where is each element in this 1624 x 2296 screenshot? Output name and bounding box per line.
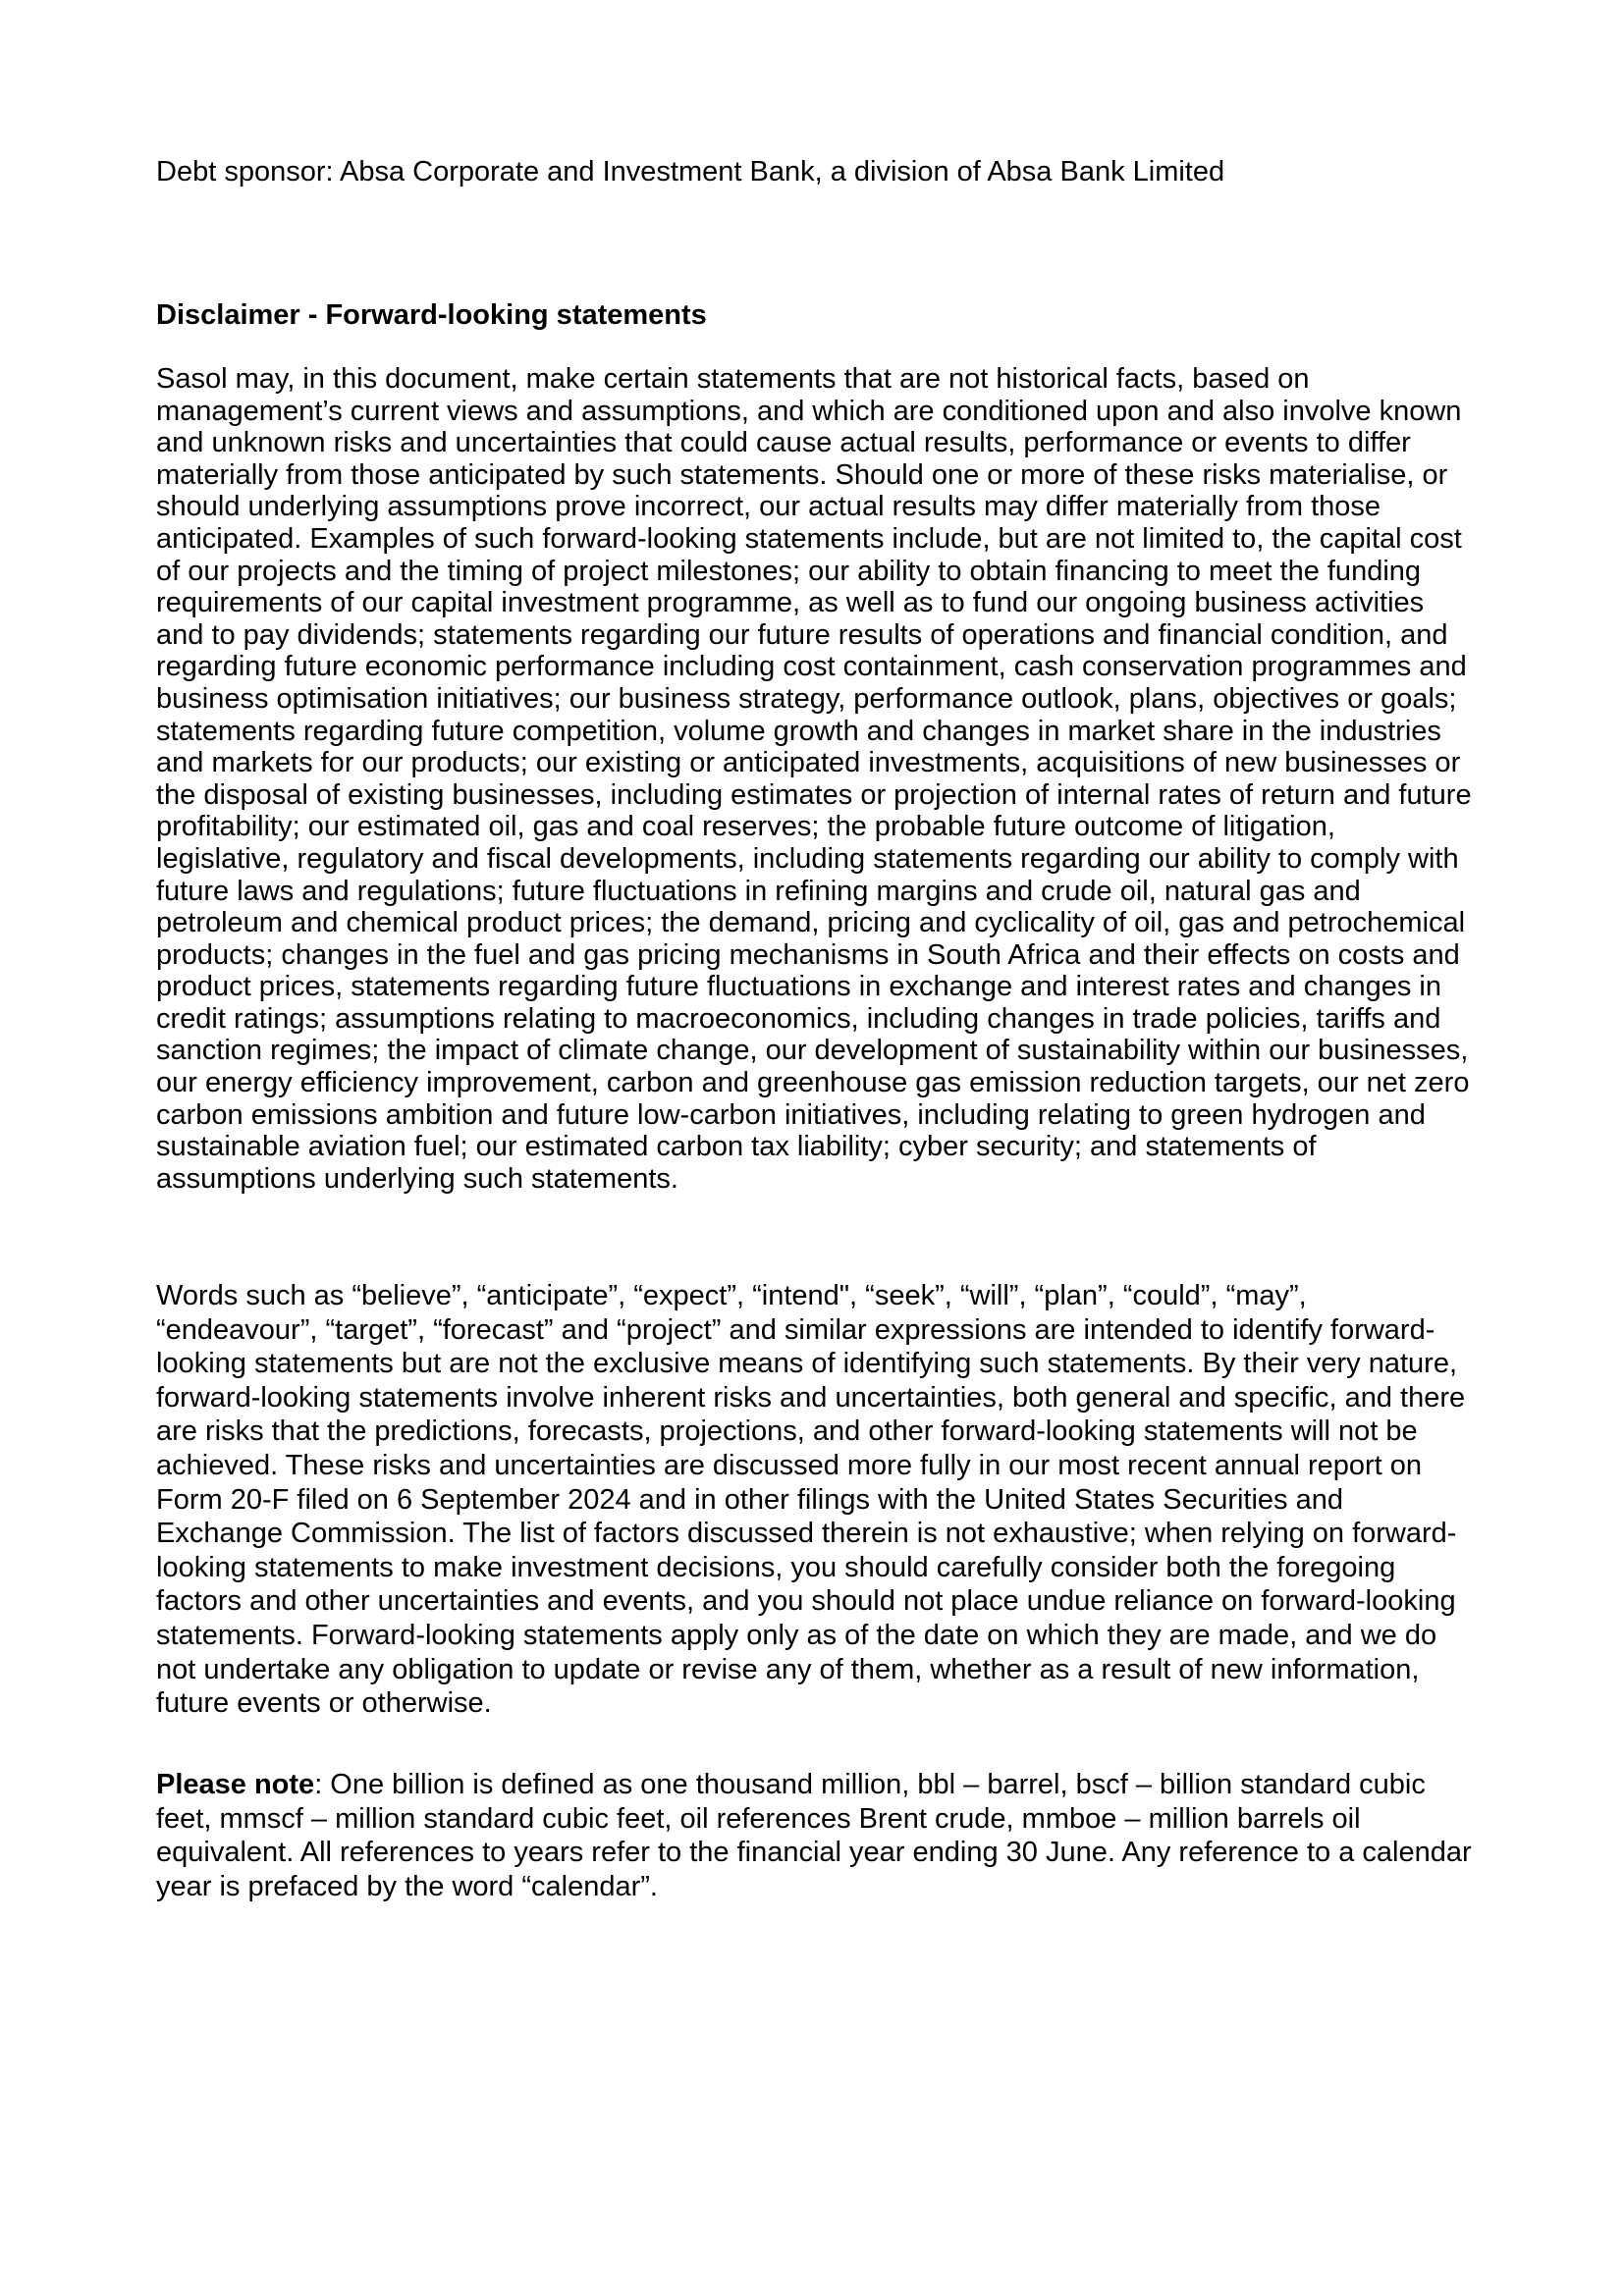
please-note-text: : One billion is defined as one thousand million, bbl – barrel, bscf – billion standard cubic feet, mmscf – million standard cubic feet, oil references Brent crude, mmboe – million barrels oil equivalent. All references to years refer to the financial year ending 30 June. Any reference to a calendar year is prefaced by the word “calendar”. xyxy=(156,1769,1472,1902)
disclaimer-heading: Disclaimer - Forward-looking statements xyxy=(156,299,707,331)
disclaimer-paragraph-1: Sasol may, in this document, make certain statements that are not historical facts, based on management’s current views and assumptions, and which are conditioned upon and also involve known and unknown risks and uncertainties that could cause actual results, performance or events to differ materially from those anticipated by such statements. Should one or more of these risks materialise, or should underlying assumptions prove incorrect, our actual results may differ materially from those anticipated. Examples of such forward-looking statements include, but are not limited to, the capital cost of our projects and the timing of project milestones; our ability to obtain financing to meet the funding requirements of our capital investment programme, as well as to fund our ongoing business activities and to pay dividends; statements regarding our future results of operations and financial condition, and regarding future economic performance including cost containment, cash conservation programmes and business optimisation initiatives; our business strategy, performance outlook, plans, objectives or goals; statements regarding future competition, volume growth and changes in market share in the industries and markets for our products; our existing or anticipated investments, acquisitions of new businesses or the disposal of existing businesses, including estimates or projection of internal rates of return and future profitability; our estimated oil, gas and coal reserves; the probable future outcome of litigation, legislative, regulatory and fiscal developments, including statements regarding our ability to comply with future laws and regulations; future fluctuations in refining margins and crude oil, natural gas and petroleum and chemical product prices; the demand, pricing and cyclicality of oil, gas and petrochemical products; changes in the fuel and gas pricing mechanisms in South Africa and their effects on costs and product prices, statements regarding future fluctuations in exchange and interest rates and changes in credit ratings; assumptions relating to macroeconomics, including changes in trade policies, tariffs and sanction regimes; the impact of climate change, our development of sustainability within our businesses, our energy efficiency improvement, carbon and greenhouse gas emission reduction targets, our net zero carbon emissions ambition and future low-carbon initiatives, including relating to green hydrogen and sustainable aviation fuel; our estimated carbon tax liability; cyber security; and statements of assumptions underlying such statements. xyxy=(156,363,1472,1195)
debt-sponsor-line: Debt sponsor: Absa Corporate and Investment Bank, a division of Absa Bank Limited xyxy=(156,156,1225,187)
disclaimer-paragraph-2: Words such as “believe”, “anticipate”, “expect”, “intend", “seek”, “will”, “plan”, “could”, “may”, “endeavour”, “target”, “forecast” and “project” and similar expressions are intended to identify forward-looking statements but are not the exclusive means of identifying such statements. By their very nature, forward-looking statements involve inherent risks and uncertainties, both general and specific, and there are risks that the predictions, forecasts, projections, and other forward-looking statements will not be achieved. These risks and uncertainties are discussed more fully in our most recent annual report on Form 20-F filed on 6 September 2024 and in other filings with the United States Securities and Exchange Commission. The list of factors discussed therein is not exhaustive; when relying on forward-looking statements to make investment decisions, you should carefully consider both the foregoing factors and other uncertainties and events, and you should not place undue reliance on forward-looking statements. Forward-looking statements apply only as of the date on which they are made, and we do not undertake any obligation to update or revise any of them, whether as a result of new information, future events or otherwise. xyxy=(156,1280,1466,1720)
please-note-paragraph xyxy=(156,1768,1474,1903)
please-note-label: Please note xyxy=(156,1769,315,1800)
